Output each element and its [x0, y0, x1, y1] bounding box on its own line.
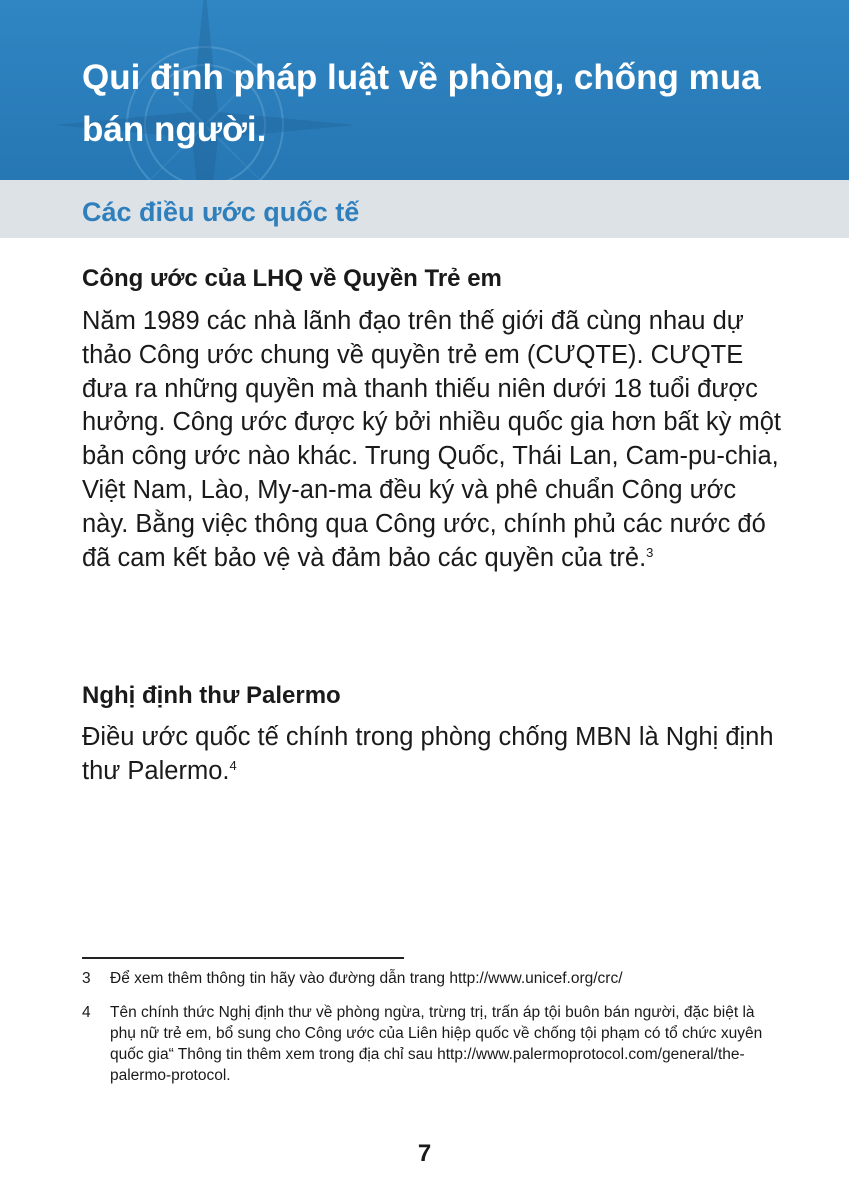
footnote-4	[82, 1002, 782, 1086]
footnote-ref-4[interactable]: 4	[229, 757, 237, 773]
palermo-body: Điều ước quốc tế chính trong phòng chống MBN là Nghị định thư Palermo.	[82, 723, 774, 785]
page-number: 7	[417, 1140, 432, 1167]
page-title: Qui định pháp luật về phòng, chống mua bán người.	[82, 58, 761, 149]
crc-heading: Công ước của LHQ về Quyền Trẻ em	[82, 265, 502, 292]
palermo-paragraph	[82, 721, 782, 789]
crc-body: Năm 1989 các nhà lãnh đạo trên thế giới đã cùng nhau dự thảo Công ước chung về quyền trẻ em (CƯQTE). CƯQTE đưa ra những quyền mà thanh thiếu niên dưới 18 tuổi được hưởng. Công ước được ký bởi nhiều quốc gia hơn bất kỳ một bản công ước nào khác. Trung Quốc, Thái Lan, Cam-pu-chia, Việt Nam, Lào, My-an-ma đều ký và phê chuẩn Công ước này. Bằng việc thông qua Công ước, chính phủ các nước đó đã cam kết bảo vệ và đảm bảo các quyền của trẻ.	[82, 307, 781, 572]
footnote-text: Để xem thêm thông tin hãy vào đường dẫn trang http://www.unicef.org/crc/	[110, 970, 623, 987]
header-banner	[0, 0, 849, 180]
footnote-divider	[82, 957, 404, 959]
footnote-number: 4	[82, 1004, 91, 1021]
palermo-heading: Nghị định thư Palermo	[82, 682, 341, 709]
footnote-number: 3	[82, 970, 91, 987]
footnote-3	[82, 968, 782, 989]
footnote-text: Tên chính thức Nghị định thư về phòng ngừa, trừng trị, trấn áp tội buôn bán người, đặc biệt là phụ nữ trẻ em, bổ sung cho Công ước của Liên hiệp quốc về chống tội phạm có tổ chức xuyên quốc gia“ Thông tin thêm xem trong địa chỉ sau http://www.palermoprotocol.com/general/the-palermo-protocol.	[110, 1004, 763, 1084]
footnote-ref-3[interactable]: 3	[646, 544, 654, 560]
section-title: Các điều ước quốc tế	[82, 197, 360, 227]
crc-paragraph	[82, 305, 782, 575]
